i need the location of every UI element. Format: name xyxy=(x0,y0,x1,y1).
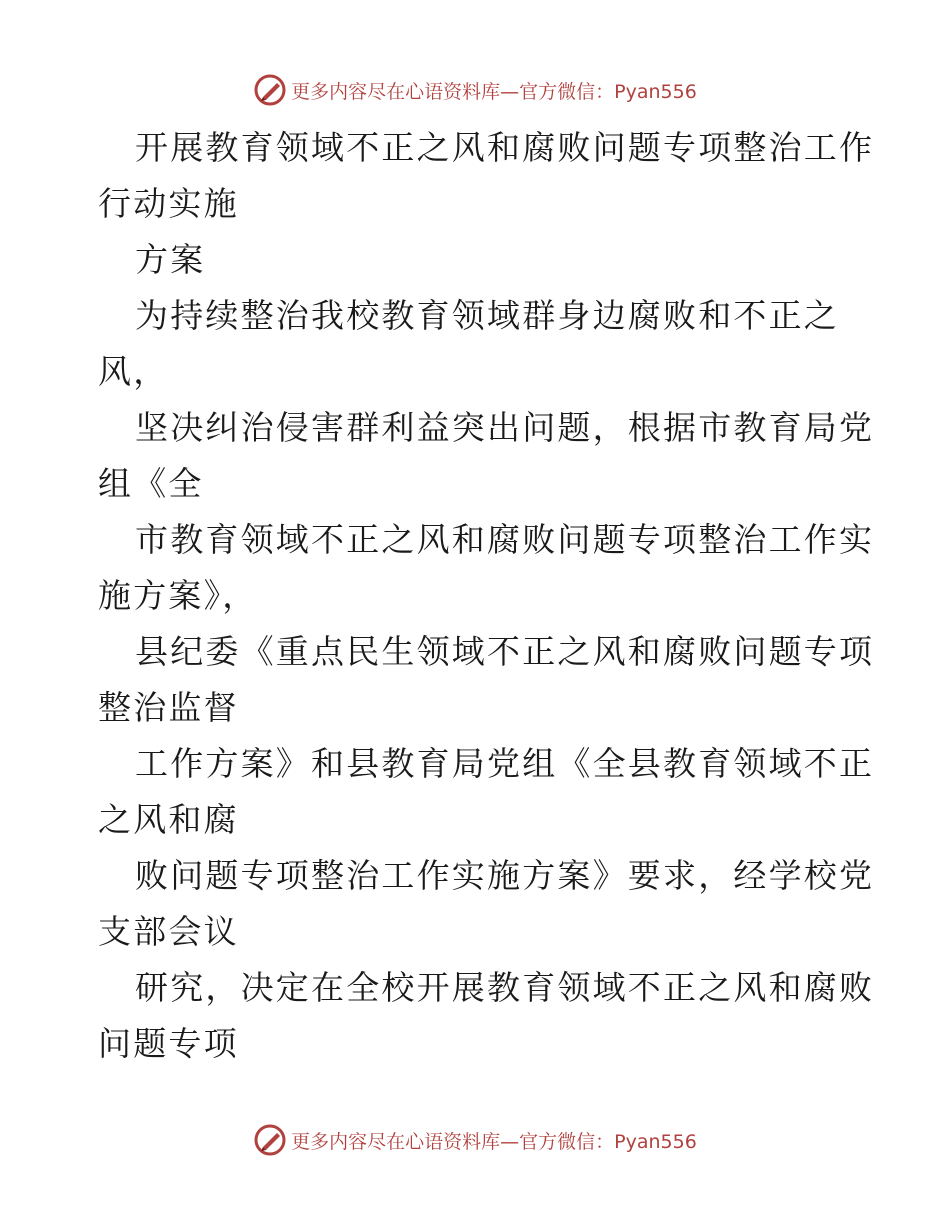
header-banner xyxy=(0,70,950,110)
text-line: 败问题专项整治工作实施方案》要求，经学校党 xyxy=(135,856,875,895)
text-line: 之风和腐 xyxy=(98,800,239,839)
text-line: 方案 xyxy=(135,240,206,279)
text-line: 为持续整治我校教育领域群身边腐败和不正之 xyxy=(135,296,839,335)
text-line: 县纪委《重点民生领域不正之风和腐败问题专项 xyxy=(135,632,875,671)
header-banner-text: 更多内容尽在心语资料库—官方微信：Pyan556 xyxy=(291,80,697,103)
text-line: 市教育领域不正之风和腐败问题专项整治工作实 xyxy=(135,520,875,559)
text-line: 坚决纠治侵害群利益突出问题，根据市教育局党 xyxy=(135,408,875,447)
pen-logo-icon xyxy=(253,73,287,107)
text-line: 行动实施 xyxy=(98,184,239,223)
text-line: 问题专项 xyxy=(98,1024,239,1063)
text-line: 研究，决定在全校开展教育领域不正之风和腐败 xyxy=(135,968,875,1007)
footer-banner xyxy=(0,1120,950,1160)
text-line: 组《全 xyxy=(98,464,204,503)
text-line: 支部会议 xyxy=(98,912,239,951)
text-line: 风， xyxy=(98,352,169,391)
text-line: 工作方案》和县教育局党组《全县教育领域不正 xyxy=(135,744,875,783)
footer-banner-text: 更多内容尽在心语资料库—官方微信：Pyan556 xyxy=(291,1130,697,1153)
text-line: 施方案》， xyxy=(98,576,258,615)
text-line: 整治监督 xyxy=(98,688,239,727)
text-line: 开展教育领域不正之风和腐败问题专项整治工作 xyxy=(135,128,875,167)
document-body xyxy=(98,120,875,1072)
pen-logo-icon xyxy=(253,1123,287,1157)
